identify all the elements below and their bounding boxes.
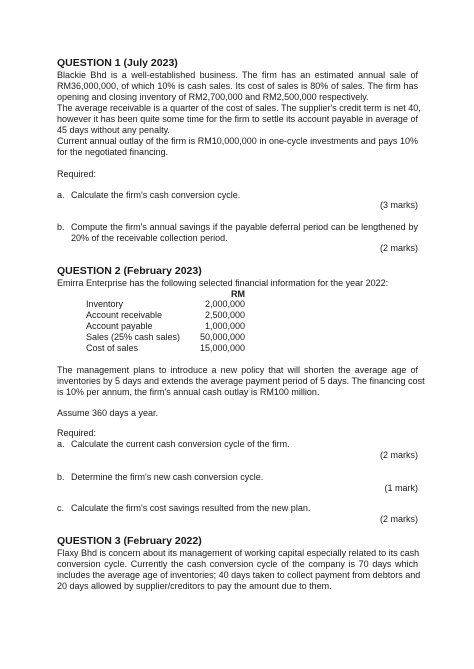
q1-required-label: Required: bbox=[57, 169, 97, 179]
q2-table-row-value: 2,000,000 bbox=[204, 299, 245, 309]
q1-paragraph-line: however it has been quite some time for the firm to settle its account payable in average of bbox=[57, 114, 418, 124]
q1-item-a-text: Calculate the firm's cash conversion cycle. bbox=[71, 190, 241, 200]
q2-table-row-label: Account payable bbox=[86, 321, 153, 331]
q3-paragraph-line: Flaxy Bhd is concern about its management of working capital especially related to its cash bbox=[57, 548, 420, 558]
question-1-title: QUESTION 1 (July 2023) bbox=[57, 57, 178, 69]
q2-item-a-text: Calculate the current cash conversion cycle of the firm. bbox=[71, 439, 290, 449]
q2-assumption: Assume 360 days a year. bbox=[57, 408, 159, 418]
q2-item-c-marks: (2 marks) bbox=[380, 514, 418, 524]
q3-paragraph-line: conversion cycle. Currently the cash conversion cycle of the company is 70 days which bbox=[57, 559, 418, 569]
q1-paragraph-line: 45 days without any penalty. bbox=[57, 125, 170, 135]
q2-item-c-text: Calculate the firm's cost savings resulted from the new plan. bbox=[71, 503, 311, 513]
q2-table-row-label: Account receivable bbox=[86, 310, 163, 320]
q2-item-a-marks: (2 marks) bbox=[380, 450, 418, 460]
q2-item-b-text: Determine the firm's new cash conversion cycle. bbox=[71, 472, 264, 482]
q1-paragraph-line: opening and closing inventory of RM2,700,000 and RM2,500,000 respectively. bbox=[57, 92, 369, 102]
q2-table-row-value: 2,500,000 bbox=[204, 310, 245, 320]
q2-item-a-marker: a. bbox=[57, 439, 65, 449]
question-2-title: QUESTION 2 (February 2023) bbox=[57, 265, 202, 277]
q1-paragraph-line: RM36,000,000, of which 10% is cash sales. Its cost of sales is 80% of sales. The firm has bbox=[57, 81, 418, 91]
q1-item-b-text: Compute the firm's annual savings if the payable deferral period can be lengthened by bbox=[71, 222, 418, 232]
q3-paragraph-line: 20 days allowed by supplier/creditors to pay the amount due to them. bbox=[57, 581, 332, 591]
q1-item-b-marker: b. bbox=[57, 222, 65, 232]
q2-required-label: Required: bbox=[57, 428, 97, 438]
q1-paragraph-line: Blackie Bhd is a well-established business. The firm has an estimated annual sale of bbox=[57, 70, 418, 80]
q2-paragraph-line: is 10% per annum, the firm's annual cash outlay is RM100 million. bbox=[57, 387, 320, 397]
q2-intro: Emirra Enterprise has the following selected financial information for the year 2022: bbox=[57, 278, 389, 288]
q1-item-b-text: 20% of the receivable collection period. bbox=[71, 233, 228, 243]
q1-paragraph-line: The average receivable is a quarter of the cost of sales. The supplier's credit term is net 40, bbox=[57, 103, 421, 113]
q2-paragraph-line: inventories by 5 days and extends the average payment period of 5 days. The financing cost bbox=[57, 376, 425, 386]
q2-paragraph-line: The management plans to introduce a new policy that will shorten the average age of bbox=[57, 365, 418, 375]
q2-table-row-value: 1,000,000 bbox=[204, 321, 245, 331]
q2-table-row-value: 15,000,000 bbox=[199, 343, 245, 353]
q3-paragraph-line: includes the average age of inventories; 40 days taken to collect payment from debtors and bbox=[57, 570, 421, 580]
q2-table-row-value: 50,000,000 bbox=[199, 332, 245, 342]
q2-table-row-label: Inventory bbox=[86, 299, 124, 309]
q1-item-b-marks: (2 marks) bbox=[380, 243, 418, 253]
question-3-title: QUESTION 3 (February 2022) bbox=[57, 535, 202, 547]
q2-table-row-label: Sales (25% cash sales) bbox=[86, 332, 181, 342]
q1-paragraph-line: Current annual outlay of the firm is RM10,000,000 in one-cycle investments and pays 10% bbox=[57, 136, 418, 146]
q1-item-a-marks: (3 marks) bbox=[380, 200, 418, 210]
q2-item-b-marks: (1 mark) bbox=[384, 483, 418, 493]
q2-table-row-label: Cost of sales bbox=[86, 343, 139, 353]
q2-table-header: RM bbox=[231, 289, 245, 299]
q2-item-b-marker: b. bbox=[57, 472, 65, 482]
q1-item-a-marker: a. bbox=[57, 190, 65, 200]
q1-paragraph-line: for the negotiated financing. bbox=[57, 147, 169, 157]
q2-item-c-marker: c. bbox=[57, 503, 65, 513]
